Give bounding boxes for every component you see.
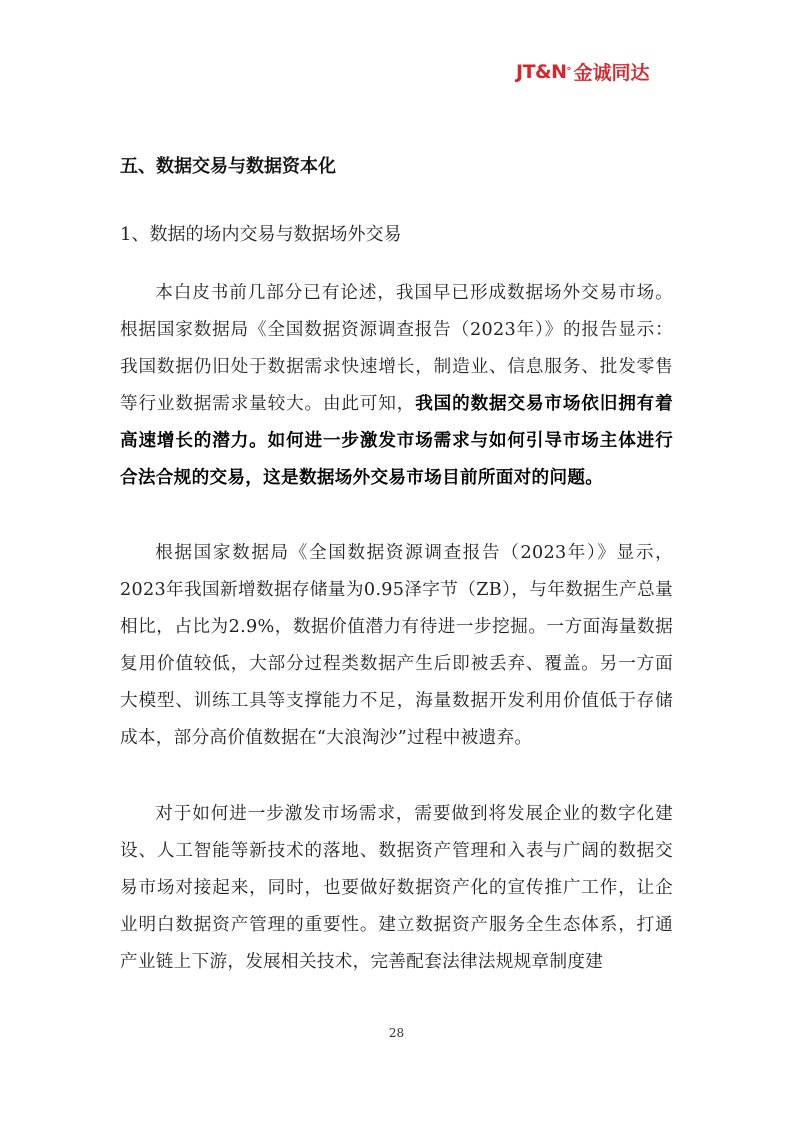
paragraph-1-text: 本白皮书前几部分已有论述，我国早已形成数据场外交易市场。根据国家数据局《全国数据资源调查报告（2023年）》的报告显示：我国数据仍旧处于数据需求快速增长，制造业、信息服务、批发零售等行业数据需求量较大。由此可知，	[120, 283, 673, 414]
paragraph-3: 对于如何进一步激发市场需求，需要做到将发展企业的数字化建设、人工智能等新技术的落地、数据资产管理和入表与广阔的数据交易市场对接起来，同时，也要做好数据资产化的宣传推广工作，让企业明白数据资产管理的重要性。建立数据资产服务全生态体系，打通产业链上下游，发展相关技术，完善配套法律法规规章制度建	[120, 804, 673, 972]
paragraph-2: 根据国家数据局《全国数据资源调查报告（2023年）》显示，2023年我国新增数据存储量为0.95泽字节（ZB），与年数据生产总量相比，占比为2.9%，数据价值潜力有待进一步挖掘。一方面海量数据复用价值较低，大部分过程类数据产生后即被丢弃、覆盖。另一方面大模型、训练工具等支撑能力不足，海量数据开发利用价值低于存储成本，部分高价值数据在“大浪淘沙”过程中被遗弃。	[120, 543, 673, 748]
company-logo	[516, 58, 650, 85]
subsection-heading: 1、数据的场内交易与数据场外交易	[120, 224, 402, 245]
section-heading: 五、数据交易与数据资本化	[120, 156, 336, 177]
paragraph-1-bold-text: 我国的数据交易市场依旧拥有着高速增长的潜力。如何进一步激发市场需求与如何引导市场主体进行合法合规的交易，这是数据场外交易市场目前所面对的问题。	[120, 392, 673, 488]
logo-registered-mark: °	[566, 66, 572, 77]
logo-english-text: JT&N	[516, 60, 567, 83]
page-number: 28	[388, 1026, 405, 1040]
logo-chinese-text: 金诚同达	[573, 62, 650, 84]
paragraph-1	[120, 275, 673, 496]
